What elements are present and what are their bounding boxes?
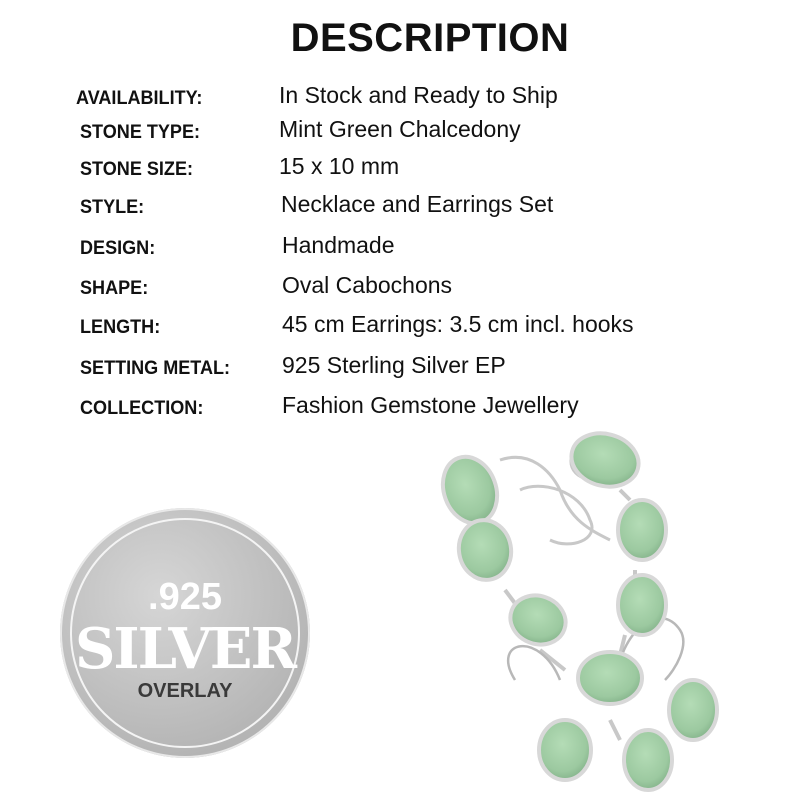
- spec-label: STONE SIZE:: [80, 159, 194, 180]
- spec-row-stone-size: [0, 153, 800, 187]
- spec-value: Handmade: [282, 232, 395, 258]
- page-title: DESCRIPTION: [290, 16, 570, 60]
- spec-label: SETTING METAL:: [80, 358, 231, 379]
- spec-value: 15 x 10 mm: [279, 153, 400, 179]
- spec-label: SHAPE:: [80, 278, 149, 299]
- spec-label: LENGTH:: [80, 317, 161, 338]
- spec-label: STONE TYPE:: [80, 122, 201, 143]
- spec-value: Oval Cabochons: [282, 272, 453, 298]
- badge-metal: SILVER: [74, 616, 296, 682]
- spec-row-availability: [0, 82, 800, 116]
- silver-overlay-badge: [60, 508, 310, 758]
- spec-value: Fashion Gemstone Jewellery: [282, 392, 579, 418]
- spec-row-collection: [0, 392, 800, 426]
- spec-value: Necklace and Earrings Set: [281, 191, 554, 217]
- spec-value: 925 Sterling Silver EP: [282, 352, 506, 378]
- spec-row-length: [0, 311, 800, 345]
- spec-label: AVAILABILITY:: [76, 88, 203, 109]
- badge-purity: .925: [148, 576, 222, 618]
- spec-row-style: [0, 191, 800, 225]
- spec-row-setting-metal: [0, 352, 800, 386]
- jewellery-set-image: [420, 430, 760, 800]
- badge-type: OVERLAY: [137, 680, 233, 702]
- spec-value: In Stock and Ready to Ship: [279, 82, 558, 108]
- spec-row-shape: [0, 272, 800, 306]
- spec-row-stone-type: [0, 116, 800, 150]
- spec-label: STYLE:: [80, 197, 145, 218]
- spec-value: Mint Green Chalcedony: [279, 116, 521, 142]
- spec-value: 45 cm Earrings: 3.5 cm incl. hooks: [282, 311, 634, 337]
- spec-label: DESIGN:: [80, 238, 156, 259]
- spec-label: COLLECTION:: [80, 398, 204, 419]
- spec-row-design: [0, 232, 800, 266]
